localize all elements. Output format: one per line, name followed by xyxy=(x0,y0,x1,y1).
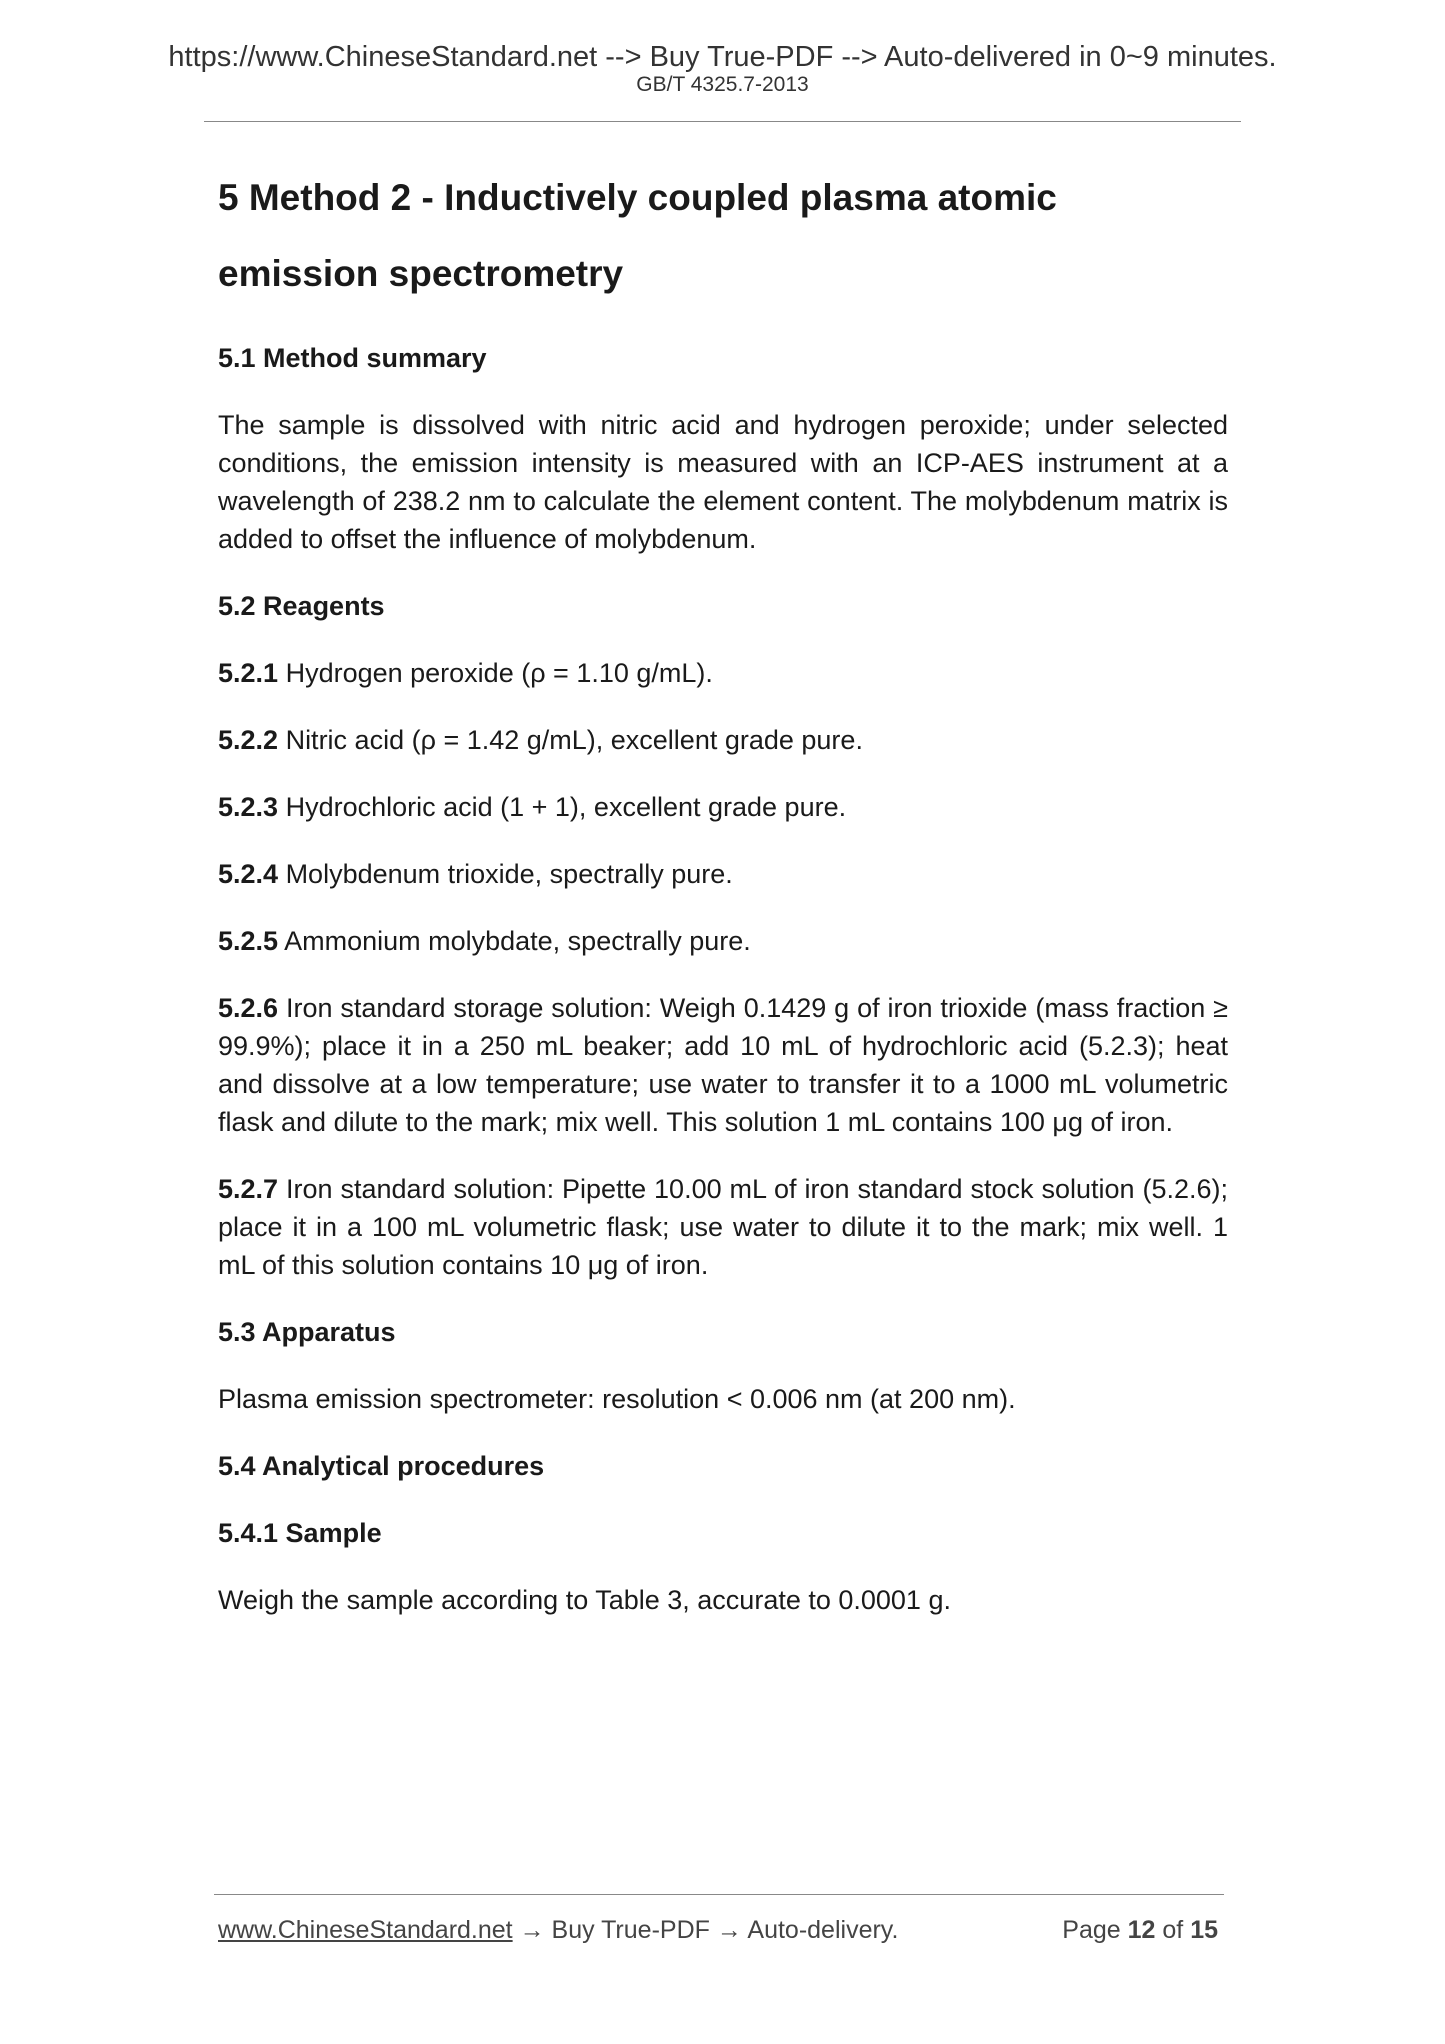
page-current: 12 xyxy=(1127,1916,1156,1944)
reagent-item xyxy=(218,654,1228,692)
page-label: Page xyxy=(1062,1916,1121,1944)
reagent-number: 5.2.4 xyxy=(218,859,279,889)
reagent-number: 5.2.3 xyxy=(218,792,279,822)
heading-5-4-1: 5.4.1 Sample xyxy=(218,1518,382,1548)
reagent-text: Molybdenum trioxide, spectrally pure. xyxy=(278,859,733,889)
heading-5-2: 5.2 Reagents xyxy=(218,591,385,621)
header-banner: https://www.ChineseStandard.net --> Buy True-PDF --> Auto-delivered in 0~9 minutes. xyxy=(168,41,1277,73)
paragraph-method-summary: The sample is dissolved with nitric acid and hydrogen peroxide; under selected conditions, the emission intensity is measured with an ICP-AES instrument at a wavelength of 238.2 nm to calculate the element content. The molybdenum matrix is added to offset the influence of molybdenum. xyxy=(218,410,1228,554)
paragraph-apparatus: Plasma emission spectrometer: resolution < 0.006 nm (at 200 nm). xyxy=(218,1384,1016,1414)
header-divider xyxy=(204,121,1241,122)
reagent-number: 5.2.7 xyxy=(218,1174,279,1204)
reagent-item xyxy=(218,922,1228,960)
page-number xyxy=(1062,1915,1218,1945)
section-title-line2: emission spectrometry xyxy=(218,253,624,294)
reagent-number: 5.2.6 xyxy=(218,993,279,1023)
reagent-text: Ammonium molybdate, spectrally pure. xyxy=(278,926,751,956)
paragraph-sample: Weigh the sample according to Table 3, accurate to 0.0001 g. xyxy=(218,1585,951,1615)
reagent-item xyxy=(218,721,1228,759)
page-content xyxy=(218,160,1228,1619)
section-title-line1: 5 Method 2 - Inductively coupled plasma atomic xyxy=(218,177,1057,218)
reagent-number: 5.2.2 xyxy=(218,725,279,755)
reagent-text: Iron standard solution: Pipette 10.00 mL of iron standard stock solution (5.2.6); place it in a 100 mL volumetric flask; use water to dilute it to the mark; mix well. 1 mL of this solution contains 10 μg of iron. xyxy=(218,1174,1228,1280)
reagent-item xyxy=(218,788,1228,826)
reagent-text: Nitric acid (ρ = 1.42 g/mL), excellent grade pure. xyxy=(278,725,863,755)
footer-divider xyxy=(214,1894,1224,1895)
heading-5-1: 5.1 Method summary xyxy=(218,343,487,373)
reagent-number: 5.2.5 xyxy=(218,926,279,956)
reagent-item xyxy=(218,989,1228,1141)
page-of-label: of xyxy=(1162,1916,1184,1944)
page-footer xyxy=(218,1915,1218,1945)
reagent-text: Hydrochloric acid (1 + 1), excellent grade pure. xyxy=(278,792,847,822)
heading-5-4: 5.4 Analytical procedures xyxy=(218,1451,545,1481)
standard-code: GB/T 4325.7-2013 xyxy=(636,73,809,96)
heading-5-3: 5.3 Apparatus xyxy=(218,1317,396,1347)
page-total: 15 xyxy=(1190,1916,1218,1944)
reagent-text: Hydrogen peroxide (ρ = 1.10 g/mL). xyxy=(278,658,713,688)
footer-tagline: → Buy True-PDF → Auto-delivery. xyxy=(512,1916,899,1944)
reagent-item xyxy=(218,1170,1228,1284)
reagent-text: Iron standard storage solution: Weigh 0.1429 g of iron trioxide (mass fraction ≥ 99.9%); place it in a 250 mL beaker; add 10 mL of hydrochloric acid (5.2.3); heat and dissolve at a low temperature; use water to transfer it to a 1000 mL volumetric flask and dilute to the mark; mix well. This solution 1 mL contains 100 μg of iron. xyxy=(218,993,1228,1137)
reagent-item xyxy=(218,855,1228,893)
footer-website-link[interactable]: www.ChineseStandard.net xyxy=(218,1916,513,1944)
reagent-number: 5.2.1 xyxy=(218,658,279,688)
section-title xyxy=(218,160,1228,312)
